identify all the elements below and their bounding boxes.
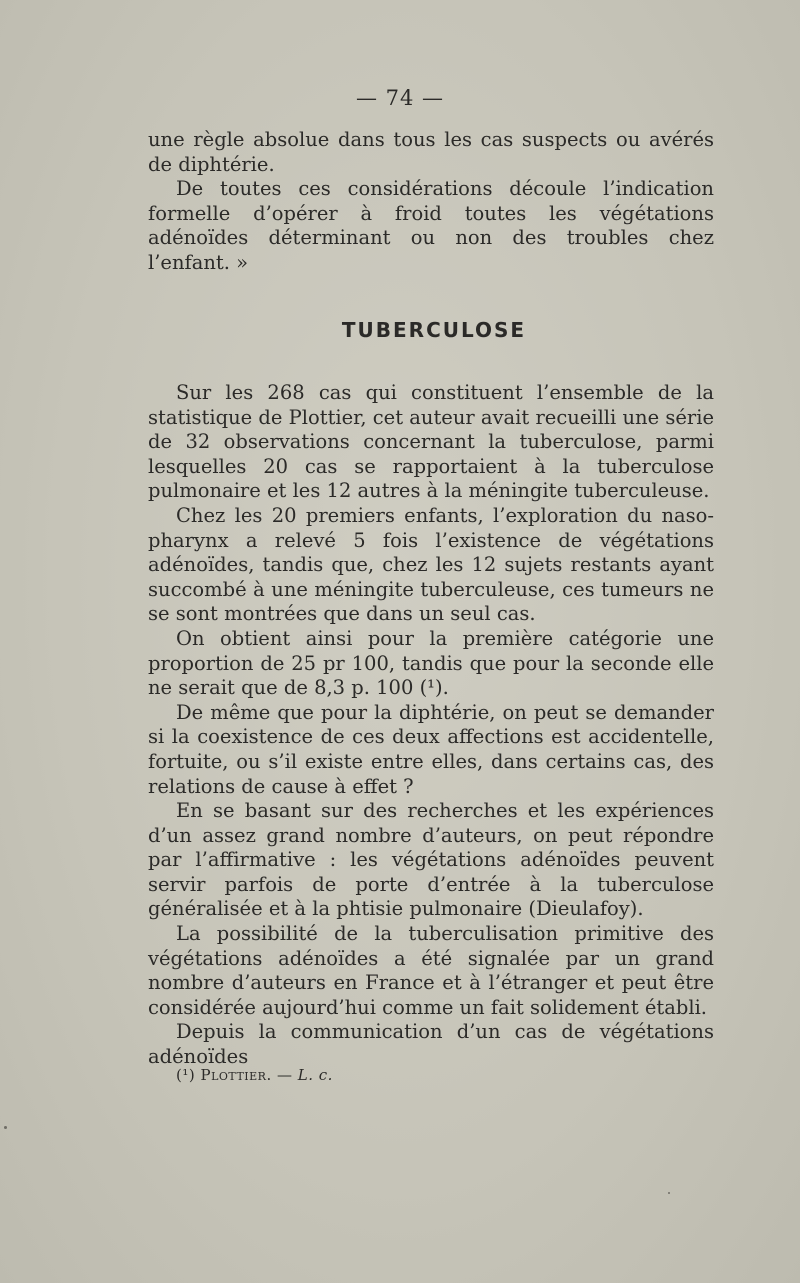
footnote-separator: — [277,1066,293,1084]
footnote-marker: (¹) [176,1066,196,1084]
body-text [148,381,714,1070]
paragraph: Sur les 268 cas qui constituent l’ensemble de la statistique de Plottier, cet auteur avait recueilli une série de 32 observations concernant la tuberculose, parmi lesquelles 20 cas se rapportaient à la tuberculose pulmonaire et les 12 autres à la méningite tuberculeuse. [148,381,714,503]
paragraph: De toutes ces considérations découle l’indication formelle d’opérer à froid toutes les végétations adénoïdes déterminant ou non des troubles chez l’enfant. » [148,177,714,274]
footnote [176,1066,333,1084]
paragraph: De même que pour la diphtérie, on peut se demander si la coexistence de ces deux affections est accidentelle, fortuite, ou s’il existe entre elles, dans certains cas, des relations de cause à effet ? [148,700,714,798]
paragraph-text: On obtient ainsi pour la première catégorie une proportion de 25 pr 100, tandis que pour la seconde elle ne serait que de 8,3 p. 100 [148,626,714,700]
paragraph: On obtient ainsi pour la première catégorie une proportion de 25 pr 100, tandis que pour la seconde elle ne serait que de 8,3 p. 100 (¹). [148,626,714,700]
footnote-reference-text: L. c. [297,1066,333,1084]
footnote-author: Plottier. [200,1066,272,1084]
paragraph: une règle absolue dans tous les cas suspects ou avérés de diphtérie. [148,128,714,176]
section-title: TUBERCULOSE [341,318,527,342]
intro-text [148,128,714,276]
paragraph: Chez les 20 premiers enfants, l’exploration du naso-pharynx a relevé 5 fois l’existence de végétations adénoïdes, tandis que, chez les 12 sujets restants ayant succombé à une méningite tuberculeuse, ces tumeurs ne se sont montrées que dans un seul cas. [148,503,714,626]
footnote-reference: (¹) [419,676,443,700]
paper-speck [4,1126,7,1129]
paper-speck [668,1192,670,1194]
page-number: — 74 — [355,86,445,110]
paragraph: En se basant sur des recherches et les expériences d’un assez grand nombre d’auteurs, on peut répondre par l’affirmative : les végétations adénoïdes peuvent servir parfois de porte d’entrée à la tuberculose généralisée et à la phtisie pulmonaire (Dieulafoy). [148,799,714,921]
paragraph: Depuis la communication d’un cas de végétations adénoïdes [148,1020,714,1069]
paragraph: La possibilité de la tuberculisation primitive des végétations adénoïdes a été signalée par un grand nombre d’auteurs en France et à l’étranger et peut être considérée aujourd’hui comme un fait solidement établi. [148,922,714,1019]
